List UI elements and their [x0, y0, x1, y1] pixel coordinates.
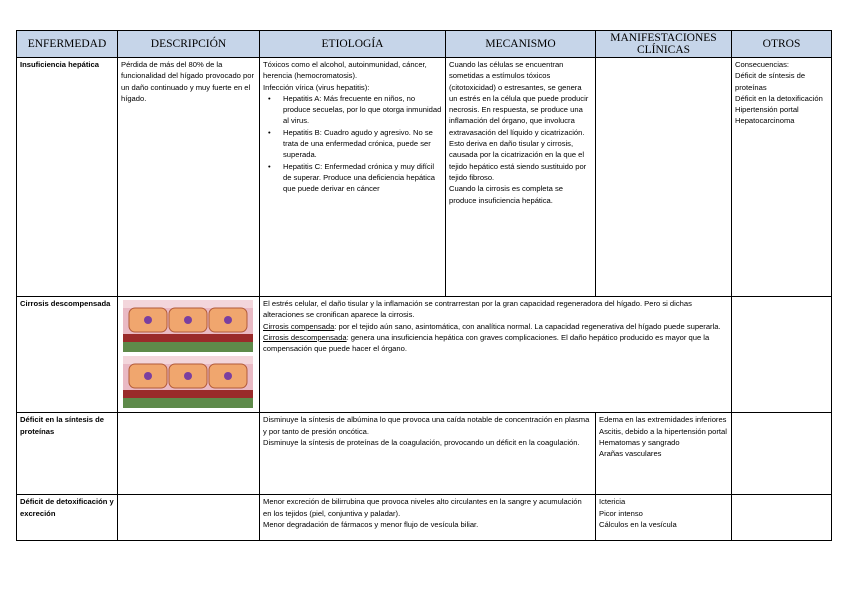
manifestations-cell	[596, 413, 732, 495]
list-item: • Hepatitis A: Más frecuente en niños, no produce secuelas, por lo que otorga inmunidad al virus.	[283, 93, 442, 127]
detox-text-2: Menor degradación de fármacos y menor flujo de vesícula biliar.	[263, 519, 479, 529]
image-cell	[118, 297, 260, 413]
etiology-list	[263, 93, 442, 195]
protein-text-2: Disminuye la síntesis de proteínas de la coagulación, provocando un déficit en la coagulación.	[263, 437, 580, 447]
cirrhosis-text: El estrés celular, el daño tisular y la inflamación se contrarrestan por la gran capacidad regeneradora del hígado. Pero si dichas alteraciones se cronifican aparece la cirrosis.	[263, 299, 692, 320]
description-cell: Pérdida de más del 80% de la funcionalidad del hígado provocado por un daño continuado y muy fuerte en el hígado.	[118, 58, 260, 297]
others-cell	[732, 413, 832, 495]
cirrhosis-text-cell	[260, 297, 732, 413]
decompensated-label: Cirrosis descompensada	[263, 332, 347, 342]
liver-cells-illustration	[123, 300, 253, 408]
bottom-panel-band	[123, 356, 253, 364]
compensated-line	[263, 321, 728, 332]
tissue-band-green	[123, 342, 253, 352]
mechanism-text: Cuando las células se encuentran sometidas a estímulos tóxicos (citotoxicidad) o estresantes, se genera un estrés en la célula que puede producir necrosis. En respuesta, se produce una inflamación del órgano, que involucra extravasación del líquido y cicatrización. Esto deriva en daño tisular y cirrosis, causada por la cicatrización en la que el tejido hepático está siendo sustituido por tejido fibroso.	[449, 60, 589, 182]
tissue-band	[123, 334, 253, 342]
table-row	[17, 58, 832, 297]
top-panel-band	[123, 300, 253, 308]
nucleus-shape	[224, 372, 232, 380]
others-item: Déficit en la detoxificación	[735, 93, 823, 103]
tissue-band-green	[123, 398, 253, 408]
header-manifestaciones: MANIFESTACIONES CLÍNICAS	[596, 31, 732, 58]
manifestation-item: Ictericia	[599, 497, 626, 507]
decompensated-text: : genera una insuficiencia hepática con graves complicaciones. El daño hepático producido es mayor que la compensación que puede hacer el órgano.	[263, 332, 710, 354]
others-cell	[732, 58, 832, 297]
table-row	[17, 413, 832, 495]
tissue-band	[123, 390, 253, 398]
etiology-viral: Infección vírica (virus hepatitis):	[263, 82, 370, 92]
header-row	[17, 31, 832, 58]
disease-name: Déficit de detoxificación y excreción	[17, 495, 118, 541]
nucleus-shape	[184, 372, 192, 380]
disease-table	[16, 30, 832, 541]
nucleus-shape	[184, 316, 192, 324]
disease-name: Cirrosis descompensada	[17, 297, 118, 413]
disease-name: Déficit en la síntesis de proteínas	[17, 413, 118, 495]
manifestations-cell	[596, 495, 732, 541]
manifestation-item: Picor intenso	[599, 508, 643, 518]
others-item: Hipertensión portal	[735, 105, 799, 115]
protein-text: Disminuye la síntesis de albúmina lo que provoca una caída notable de concentración en plasma y por tanto de presión oncótica.	[263, 415, 590, 436]
compensated-label: Cirrosis compensada	[263, 321, 335, 331]
list-item: • Hepatitis B: Cuadro agudo y agresivo. No se trata de una enfermedad crónica, puede ser superada.	[283, 127, 442, 161]
manifestation-item: Ascitis, debido a la hipertensión portal	[599, 426, 727, 436]
manifestation-item: Arañas vasculares	[599, 449, 662, 459]
others-item: Consecuencias:	[735, 60, 790, 69]
disease-name: Insuficiencia hepática	[17, 58, 118, 297]
header-etiologia: ETIOLOGÍA	[260, 31, 446, 58]
header-otros: OTROS	[732, 31, 832, 58]
others-item: Déficit de síntesis de proteínas	[735, 71, 806, 92]
header-enfermedad: ENFERMEDAD	[17, 31, 118, 58]
protein-text-cell	[260, 413, 596, 495]
description-cell	[118, 413, 260, 495]
header-descripcion: DESCRIPCIÓN	[118, 31, 260, 58]
others-cell	[732, 297, 832, 413]
header-mecanismo: MECANISMO	[446, 31, 596, 58]
list-item: • Hepatitis C: Enfermedad crónica y muy difícil de superar. Produce una deficiencia hepática que puede derivar en cáncer	[283, 161, 442, 195]
mechanism-cell	[446, 58, 596, 297]
description-cell	[118, 495, 260, 541]
table-row	[17, 495, 832, 541]
nucleus-shape	[144, 316, 152, 324]
nucleus-shape	[224, 316, 232, 324]
manifestation-item: Edema en las extremidades inferiores	[599, 415, 727, 425]
mechanism-text-2: Cuando la cirrosis es completa se produce insuficiencia hepática.	[449, 184, 563, 205]
etiology-intro: Tóxicos como el alcohol, autoinmunidad, cáncer, herencia (hemocromatosis).	[263, 60, 427, 81]
nucleus-shape	[144, 372, 152, 380]
table-row	[17, 297, 832, 413]
others-item: Hepatocarcinoma	[735, 116, 795, 126]
manifestation-item: Hematomas y sangrado	[599, 437, 680, 447]
detox-text: Menor excreción de bilirrubina que provoca niveles alto circulantes en la sangre y acumulación en los tejidos (piel, conjuntiva y paladar).	[263, 497, 582, 518]
decompensated-line	[263, 332, 728, 355]
manifestation-item: Cálculos en la vesícula	[599, 519, 677, 529]
detox-text-cell	[260, 495, 596, 541]
etiology-cell	[260, 58, 446, 297]
manifestations-cell	[596, 58, 732, 297]
compensated-text: : por el tejido aún sano, asintomática, con analítica normal. La capacidad regenerativa del hígado puede superarla.	[334, 321, 721, 331]
others-cell	[732, 495, 832, 541]
